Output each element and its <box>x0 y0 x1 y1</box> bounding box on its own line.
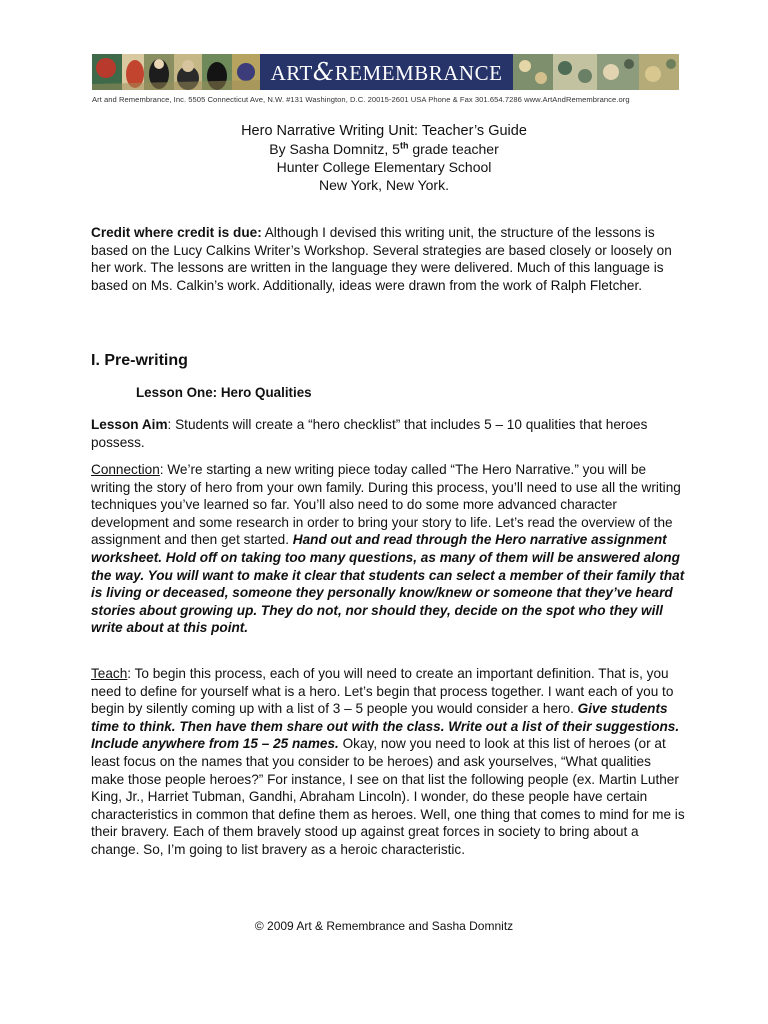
credit-text: Although I devised this writing unit, the structure of the lessons is based on the Lucy Calkins Writer’s Workshop. Several strategies are based closely or loosely on her work. The lessons are written in the language they were delivered. Much of this language is based on Ms. Calkin’s work. Additionally, ideas were drawn from the work of Ralph Fletcher. <box>91 225 672 293</box>
teach-text-2: Okay, now you need to look at this list of heroes (or at least focus on the names that you consider to be heroes) and ask yourselves, “What qualities make those people heroes?” For instance, I see on that list the following people (ex. Martin Luther King, Jr., Harriet Tubman, Gandhi, Abraham Lincoln). I wonder, do these people have certain characteristics in common that define them as heroes. Well, one thing that comes to mind for me is their bravery. Each of them bravely stood up against great forces in society to bring about a change. So, I’m going to list bravery as a heroic characteristic. <box>91 736 685 857</box>
location-line: New York, New York. <box>319 177 449 193</box>
teach-paragraph <box>91 665 686 859</box>
credit-paragraph <box>91 224 686 294</box>
organization-address: Art and Remembrance, Inc. 5505 Connecticut Ave, N.W. #131 Washington, D.C. 20015-2601 USA Phone & Fax 301.654.7286 www.ArtAndRemembrance.org <box>92 95 630 104</box>
copyright-footer: © 2009 Art & Remembrance and Sasha Domnitz <box>254 919 514 933</box>
connection-instructions: Hand out and read through the Hero narrative assignment worksheet. Hold off on taking too many questions, as many of them will be answered along the way. You will want to make it clear that students can select a member of their family that is living or deceased, someone they personally know/knew or someone that they’ve heard stories about growing up. They do not, nor should they, decide on the spot who they will write about at this point. <box>91 532 685 636</box>
teach-instructions: Give students time to think. Then have them share out with the class. Write out a list of their suggestions. Include anywhere from 15 – 25 names. <box>91 701 680 752</box>
section-heading: I. Pre-writing <box>91 352 188 369</box>
lesson-aim-label: Lesson Aim <box>91 417 168 432</box>
connection-paragraph <box>91 461 686 637</box>
connection-label: Connection <box>91 462 160 477</box>
school-line: Hunter College Elementary School <box>276 159 492 175</box>
quilt-art-right-image <box>513 54 679 90</box>
banner-artwork-right <box>513 54 679 90</box>
quilt-art-left-image <box>92 54 260 90</box>
teach-text-1: : To begin this process, each of you will need to create an important definition. That is, you need to define for yourself what is a hero. Let’s begin that process together. I want each of you to begin by silently coming up with a list of 3 – 5 people you would consider a hero. <box>91 666 674 717</box>
art-remembrance-logo[interactable] <box>260 54 513 90</box>
lesson-aim-text: : Students will create a “hero checklist” that includes 5 – 10 qualities that heroes possess. <box>91 417 648 450</box>
connection-text: : We’re starting a new writing piece today called “The Hero Narrative.” you will be writing the story of hero from your own family. During this process, you’ll need to use all the writing techniques you’ve learned so far. You’ll also need to do some more advanced character development and some research in order to bring your story to life. Let’s read the overview of the assignment and then get started. <box>91 462 681 548</box>
logo-text: ART&REMEMBRANCE <box>270 58 503 86</box>
teach-label: Teach <box>91 666 128 681</box>
document-title: Hero Narrative Writing Unit: Teacher’s Guide <box>241 123 527 139</box>
lesson-title: Lesson One: Hero Qualities <box>136 385 312 400</box>
author-line: By Sasha Domnitz, 5th grade teacher <box>269 140 499 157</box>
banner-artwork-left <box>92 54 260 90</box>
header-banner <box>92 54 679 90</box>
credit-label: Credit where credit is due: <box>91 225 262 240</box>
lesson-aim-paragraph <box>91 416 686 451</box>
